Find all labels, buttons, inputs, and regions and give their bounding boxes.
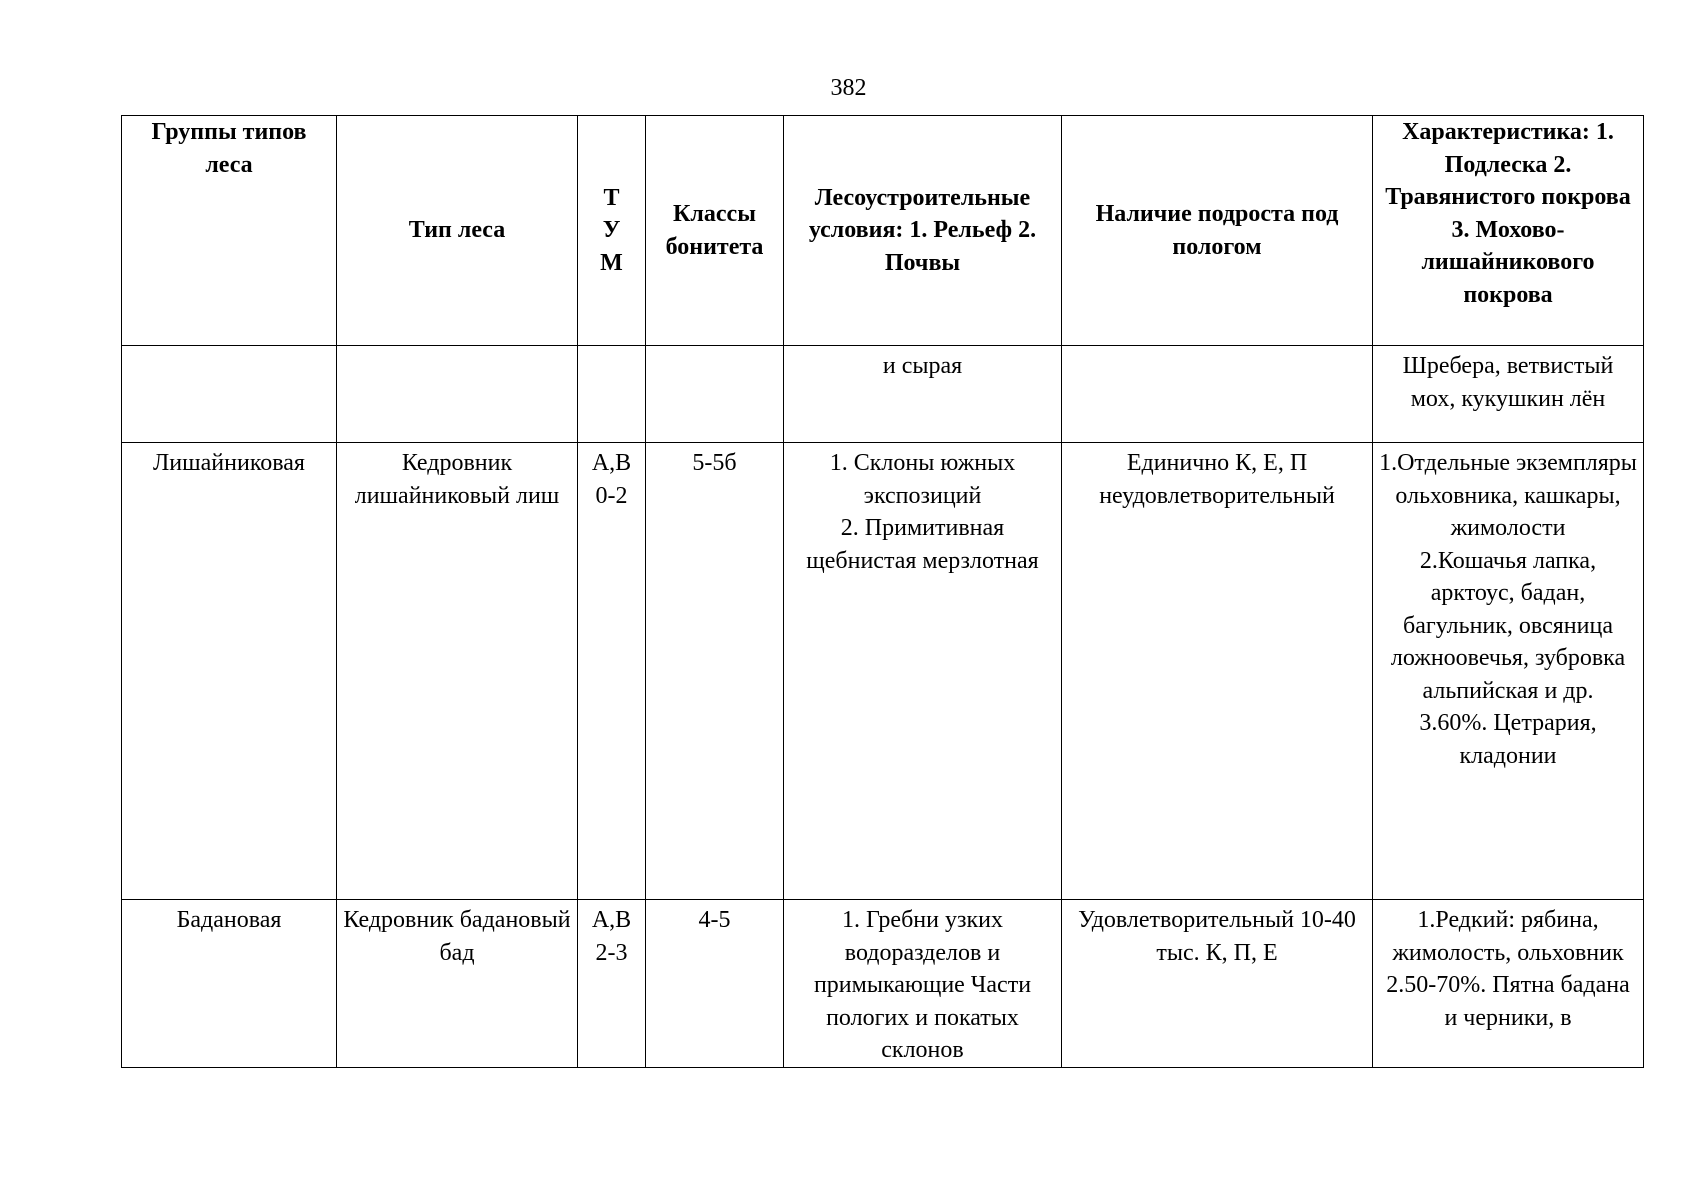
cell-characteristics: Шребера, ветвистый мох, кукушкин лён bbox=[1373, 346, 1644, 443]
cell-bonitet bbox=[646, 346, 784, 443]
cell-undergrowth-line: Единично К, Е, П bbox=[1126, 450, 1308, 476]
header-characteristics: Характеристика: 1. Подлеска 2. Травянистого покрова 3. Мохово-лишайникового покрова bbox=[1373, 116, 1644, 346]
cell-bonitet: 5-5б bbox=[646, 443, 784, 900]
cell-conditions: и сырая bbox=[784, 346, 1062, 443]
cell-undergrowth: Удовлетворительный 10-40 тыс. К, П, Е bbox=[1062, 900, 1373, 1068]
cell-undergrowth-line: неудовлетворительный bbox=[1099, 482, 1335, 509]
cell-characteristics: 1.Редкий: рябина, жимолость, ольховник 2.50-70%. Пятна бадана и черники, в bbox=[1373, 900, 1644, 1068]
table-row bbox=[122, 346, 1644, 443]
cell-tum-line: А,В bbox=[591, 907, 632, 933]
cell-undergrowth bbox=[1062, 443, 1373, 900]
cell-group: Лишайниковая bbox=[122, 443, 337, 900]
forest-types-table bbox=[121, 115, 1644, 1068]
cell-characteristics-line: 1.Отдельные экземпляры ольховника, кашкары, жимолости bbox=[1379, 450, 1637, 541]
header-forest-conditions: Лесоустроительные условия: 1. Рельеф 2. Почвы bbox=[784, 116, 1062, 346]
header-tum-line: М bbox=[600, 249, 623, 276]
cell-type: Кедровник бадановый бад bbox=[337, 900, 578, 1068]
cell-type: Кедровник лишайниковый лиш bbox=[337, 443, 578, 900]
cell-group: Бадановая bbox=[122, 900, 337, 1068]
header-tum bbox=[578, 116, 646, 346]
cell-tum bbox=[578, 443, 646, 900]
table-row bbox=[122, 900, 1644, 1068]
cell-bonitet: 4-5 bbox=[646, 900, 784, 1068]
cell-tum-line: 2-3 bbox=[595, 939, 628, 966]
header-tum-line: У bbox=[602, 217, 621, 244]
cell-undergrowth bbox=[1062, 346, 1373, 443]
cell-characteristics-line: 3.60%. Цетрария, кладонии bbox=[1419, 710, 1597, 769]
header-undergrowth: Наличие подроста под пологом bbox=[1062, 116, 1373, 346]
cell-conditions: 1. Гребни узких водоразделов и примыкающие Части пологих и покатых склонов bbox=[784, 900, 1062, 1068]
cell-tum-line: 0-2 bbox=[595, 482, 628, 509]
header-tum-line: Т bbox=[603, 184, 620, 211]
cell-characteristics bbox=[1373, 443, 1644, 900]
header-forest-group: Группы типов леса bbox=[122, 116, 337, 346]
cell-conditions bbox=[784, 443, 1062, 900]
table-row bbox=[122, 443, 1644, 900]
cell-tum-line: А,В bbox=[591, 450, 632, 476]
cell-tum bbox=[578, 900, 646, 1068]
page-number: 382 bbox=[830, 75, 867, 101]
cell-tum bbox=[578, 346, 646, 443]
cell-conditions-line: 1. Склоны южных экспозиций bbox=[829, 450, 1016, 509]
cell-type bbox=[337, 346, 578, 443]
cell-conditions-line: 2. Примитивная щебнистая мерзлотная bbox=[806, 515, 1039, 574]
header-forest-type: Тип леса bbox=[337, 116, 578, 346]
cell-characteristics-line: 2.Кошачья лапка, арктоус, бадан, багульник, овсяница ложноовечья, зубровка альпийская и др. bbox=[1390, 547, 1626, 704]
table-header-row bbox=[122, 116, 1644, 346]
cell-group bbox=[122, 346, 337, 443]
header-bonitet-class: Классы бонитета bbox=[646, 116, 784, 346]
